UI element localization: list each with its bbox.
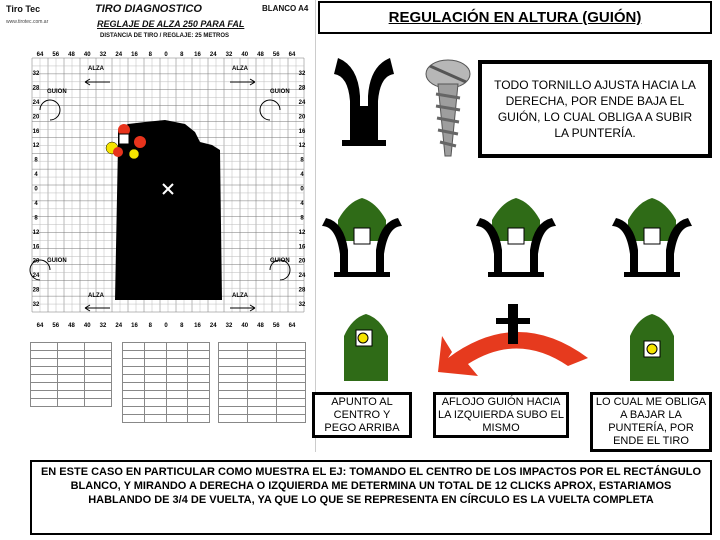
sight-post-icon <box>322 198 402 277</box>
table-row <box>123 367 210 375</box>
scale-label: 56 <box>52 52 60 58</box>
guion-label-bl: GUION <box>47 258 67 264</box>
table-row <box>219 407 306 415</box>
scale-label: 8 <box>300 215 304 222</box>
table-cell <box>277 415 306 423</box>
caption-lower-aim: LO CUAL ME OBLIGA A BAJAR LA PUNTERÍA, POR ENDE EL TIRO <box>590 392 712 452</box>
scale-label: 8 <box>148 52 152 58</box>
table-cell <box>219 343 248 351</box>
bottom-scale <box>37 323 296 329</box>
table-cell <box>123 399 145 407</box>
scale-label: 12 <box>298 229 306 236</box>
scale-label: 40 <box>83 323 91 329</box>
table-cell <box>31 383 58 391</box>
table-cell <box>144 351 166 359</box>
table-cell <box>219 375 248 383</box>
table-cell <box>144 359 166 367</box>
table-cell <box>219 415 248 423</box>
table-row <box>123 343 210 351</box>
arrow-icon <box>230 305 255 311</box>
scale-label: 16 <box>131 323 138 329</box>
table-cell <box>219 367 248 375</box>
table-row <box>123 407 210 415</box>
scale-label: 28 <box>32 287 40 294</box>
table-cell <box>123 383 145 391</box>
table-cell <box>219 359 248 367</box>
table-cell <box>277 407 306 415</box>
scale-label: 20 <box>298 114 306 121</box>
scale-label: 8 <box>300 157 304 164</box>
table-cell <box>85 367 112 375</box>
table-row <box>123 383 210 391</box>
table-cell <box>144 383 166 391</box>
table-row <box>219 383 306 391</box>
scale-label: 16 <box>298 128 306 135</box>
info-box: TODO TORNILLO AJUSTA HACIA LA DERECHA, POR ENDE BAJA EL GUIÓN, LO CUAL OBLIGA A SUBIR LA PUNTERÍA. <box>478 60 712 158</box>
table-cell <box>58 351 85 359</box>
table-cell <box>31 359 58 367</box>
brand-logo: Tiro Tec <box>6 4 41 14</box>
table-cell <box>166 407 188 415</box>
scale-label: 20 <box>32 258 40 265</box>
sheet-subtitle: REGLAJE DE ALZA 250 PARA FAL <box>97 19 245 29</box>
scale-label: 64 <box>36 52 44 58</box>
table-row <box>123 375 210 383</box>
table-cell <box>85 391 112 399</box>
scale-label: 40 <box>241 323 249 329</box>
table-cell <box>248 351 277 359</box>
table-cell <box>58 391 85 399</box>
table-cell <box>277 367 306 375</box>
table-cell <box>144 375 166 383</box>
table-row <box>31 343 112 351</box>
guion-label-tl: GUION <box>47 89 67 95</box>
table-cell <box>31 351 58 359</box>
table-row <box>219 399 306 407</box>
scale-label: 8 <box>148 323 152 329</box>
table-cell <box>144 399 166 407</box>
form-table-right <box>218 342 306 423</box>
table-cell <box>144 343 166 351</box>
scale-label: 48 <box>68 323 75 329</box>
rotate-arrow-icon <box>260 100 280 120</box>
caption-aim-center: APUNTO AL CENTRO Y PEGO ARRIBA <box>312 392 412 438</box>
table-cell <box>188 383 210 391</box>
alza-label-tr: ALZA <box>232 66 248 72</box>
table-cell <box>144 407 166 415</box>
form-table-left <box>30 342 112 407</box>
table-cell <box>85 399 112 407</box>
scale-label: 16 <box>194 323 201 329</box>
table-cell <box>248 375 277 383</box>
table-cell <box>85 383 112 391</box>
sight-post-icon <box>612 198 692 277</box>
table-cell <box>123 407 145 415</box>
table-cell <box>277 383 306 391</box>
table-row <box>31 399 112 407</box>
right-scale <box>299 71 306 308</box>
screw-icon <box>426 60 470 156</box>
table-cell <box>248 415 277 423</box>
table-cell <box>277 391 306 399</box>
guion-label-tr: GUION <box>270 89 290 95</box>
scale-label: 16 <box>32 128 40 135</box>
scale-label: 24 <box>32 273 40 280</box>
scale-label: 24 <box>115 52 123 58</box>
table-cell <box>85 359 112 367</box>
scale-label: 28 <box>298 287 306 294</box>
scale-label: 4 <box>300 200 304 207</box>
scale-label: 0 <box>164 323 168 329</box>
scale-label: 48 <box>257 323 264 329</box>
table-row <box>31 359 112 367</box>
table-cell <box>277 399 306 407</box>
table-cell <box>277 359 306 367</box>
alza-label-br: ALZA <box>232 293 248 299</box>
table-cell <box>277 343 306 351</box>
scale-label: 16 <box>131 52 138 58</box>
table-row <box>31 375 112 383</box>
table-cell <box>277 351 306 359</box>
table-cell <box>123 359 145 367</box>
table-row <box>123 415 210 423</box>
table-cell <box>188 359 210 367</box>
table-cell <box>166 359 188 367</box>
rotate-arrow-icon <box>438 304 588 376</box>
scale-label: 16 <box>194 52 201 58</box>
impact <box>129 149 139 159</box>
table-cell <box>123 343 145 351</box>
table-cell <box>219 391 248 399</box>
table-cell <box>219 399 248 407</box>
scale-label: 32 <box>99 323 107 329</box>
scale-label: 32 <box>32 71 40 77</box>
table-cell <box>123 375 145 383</box>
table-row <box>123 351 210 359</box>
explanation-box: EN ESTE CASO EN PARTICULAR COMO MUESTRA EL EJ: TOMANDO EL CENTRO DE LOS IMPACTOS POR EL RECTÁNGULO BLANCO, Y MIRANDO A DERECHA O IZQUIERDA ME DETERMINA UN TOTAL DE 12 CLICKS APROX, ESTARIAMOS HABLANDO DE 3/4 DE VUELTA, YA QUE LO QUE SE REPRESENTA EN CÍRCULO ES LA VUELTA COMPLETA <box>30 460 712 535</box>
arrow-icon <box>230 79 255 85</box>
table-row <box>219 343 306 351</box>
table-cell <box>31 375 58 383</box>
scale-label: 0 <box>34 186 38 193</box>
scale-label: 16 <box>298 244 306 251</box>
table-row <box>123 399 210 407</box>
table-cell <box>144 415 166 423</box>
table-row <box>31 367 112 375</box>
scale-label: 32 <box>298 71 306 77</box>
scale-label: 24 <box>209 323 217 329</box>
impact <box>113 147 123 157</box>
table-cell <box>31 367 58 375</box>
table-cell <box>188 407 210 415</box>
table-cell <box>248 367 277 375</box>
scale-label: 28 <box>32 85 40 92</box>
table-cell <box>123 367 145 375</box>
table-cell <box>166 399 188 407</box>
rotate-arrow-icon <box>40 100 60 120</box>
scale-label: 48 <box>68 52 75 58</box>
table-cell <box>248 359 277 367</box>
table-cell <box>144 367 166 375</box>
table-cell <box>166 351 188 359</box>
sight-picture <box>344 314 388 381</box>
table-cell <box>58 383 85 391</box>
table-cell <box>277 375 306 383</box>
scale-label: 32 <box>99 52 107 58</box>
scale-label: 20 <box>298 258 306 265</box>
table-cell <box>219 407 248 415</box>
table-row <box>219 391 306 399</box>
arrow-icon <box>85 79 110 85</box>
table-cell <box>123 415 145 423</box>
scale-label: 16 <box>32 244 40 251</box>
table-cell <box>85 351 112 359</box>
scale-label: 32 <box>32 302 40 308</box>
alza-label-bl: ALZA <box>88 293 104 299</box>
table-row <box>123 359 210 367</box>
table-cell <box>58 343 85 351</box>
impact-center-rect <box>119 134 129 144</box>
scale-label: 56 <box>52 323 60 329</box>
brand-website: www.tirotec.com.ar <box>6 19 49 25</box>
form-table-middle <box>122 342 210 423</box>
scale-label: 32 <box>225 52 233 58</box>
table-cell <box>219 383 248 391</box>
table-cell <box>31 399 58 407</box>
table-cell <box>188 367 210 375</box>
table-row <box>219 415 306 423</box>
scale-label: 8 <box>180 52 184 58</box>
table-cell <box>58 367 85 375</box>
scale-label: 8 <box>34 157 38 164</box>
scale-label: 40 <box>83 52 91 58</box>
table-cell <box>188 375 210 383</box>
target-sheet <box>0 0 316 452</box>
table-cell <box>188 391 210 399</box>
table-cell <box>123 351 145 359</box>
scale-label: 24 <box>298 99 306 106</box>
guion-label-br: GUION <box>270 258 290 264</box>
table-row <box>219 367 306 375</box>
scale-label: 40 <box>241 52 249 58</box>
scale-label: 8 <box>180 323 184 329</box>
caption-loosen-guion: AFLOJO GUIÓN HACIA LA IZQUIERDA SUBO EL MISMO <box>433 392 569 438</box>
table-cell <box>219 351 248 359</box>
black-silhouette <box>115 120 222 300</box>
scale-label: 8 <box>34 215 38 222</box>
sheet-title: TIRO DIAGNOSTICO <box>95 3 202 15</box>
table-cell <box>144 391 166 399</box>
scale-label: 12 <box>298 143 306 150</box>
scale-label: 64 <box>36 323 44 329</box>
table-row <box>219 375 306 383</box>
table-cell <box>166 383 188 391</box>
scale-label: 56 <box>272 323 280 329</box>
sight-picture <box>630 314 674 381</box>
scale-label: 24 <box>298 273 306 280</box>
sight-post-icon <box>476 198 556 277</box>
table-cell <box>248 391 277 399</box>
scale-label: 12 <box>32 229 40 236</box>
table-cell <box>166 375 188 383</box>
scale-label: 32 <box>298 302 306 308</box>
scale-label: 24 <box>209 52 217 58</box>
table-row <box>219 351 306 359</box>
table-cell <box>166 343 188 351</box>
impact <box>134 136 146 148</box>
scale-label: 4 <box>34 172 38 179</box>
scale-label: 24 <box>115 323 123 329</box>
sight-post-icon <box>334 58 394 146</box>
scale-label: 56 <box>272 52 280 58</box>
alza-label-tl: ALZA <box>88 66 104 72</box>
table-cell <box>31 343 58 351</box>
table-row <box>31 351 112 359</box>
table-cell <box>85 375 112 383</box>
table-cell <box>188 415 210 423</box>
table-row <box>31 391 112 399</box>
table-row <box>31 383 112 391</box>
table-row <box>123 391 210 399</box>
table-cell <box>248 407 277 415</box>
scale-label: 24 <box>32 99 40 106</box>
table-cell <box>166 415 188 423</box>
table-cell <box>85 343 112 351</box>
scale-label: 28 <box>298 85 306 92</box>
table-cell <box>188 351 210 359</box>
table-cell <box>166 391 188 399</box>
main-title: REGULACIÓN EN ALTURA (GUIÓN) <box>318 1 712 34</box>
scale-label: 4 <box>34 200 38 207</box>
target-label: BLANCO A4 <box>262 4 309 13</box>
table-cell <box>248 383 277 391</box>
table-cell <box>188 343 210 351</box>
arrow-icon <box>85 305 110 311</box>
table-cell <box>58 359 85 367</box>
table-row <box>219 359 306 367</box>
table-cell <box>188 399 210 407</box>
scale-label: 4 <box>300 172 304 179</box>
table-cell <box>58 375 85 383</box>
scale-label: 20 <box>32 114 40 121</box>
table-cell <box>58 399 85 407</box>
table-cell <box>248 399 277 407</box>
scale-label: 64 <box>288 52 296 58</box>
table-cell <box>166 367 188 375</box>
scale-label: 0 <box>164 52 168 58</box>
scale-label: 48 <box>257 52 264 58</box>
sheet-distance: DISTANCIA DE TIRO / REGLAJE: 25 METROS <box>100 33 230 39</box>
top-scale <box>37 52 296 58</box>
table-cell <box>248 343 277 351</box>
scale-label: 0 <box>300 186 304 193</box>
table-cell <box>31 391 58 399</box>
table-cell <box>123 391 145 399</box>
left-scale <box>33 71 40 308</box>
scale-label: 64 <box>288 323 296 329</box>
scale-label: 12 <box>32 143 40 150</box>
target-grid <box>0 0 316 340</box>
scale-label: 32 <box>225 323 233 329</box>
